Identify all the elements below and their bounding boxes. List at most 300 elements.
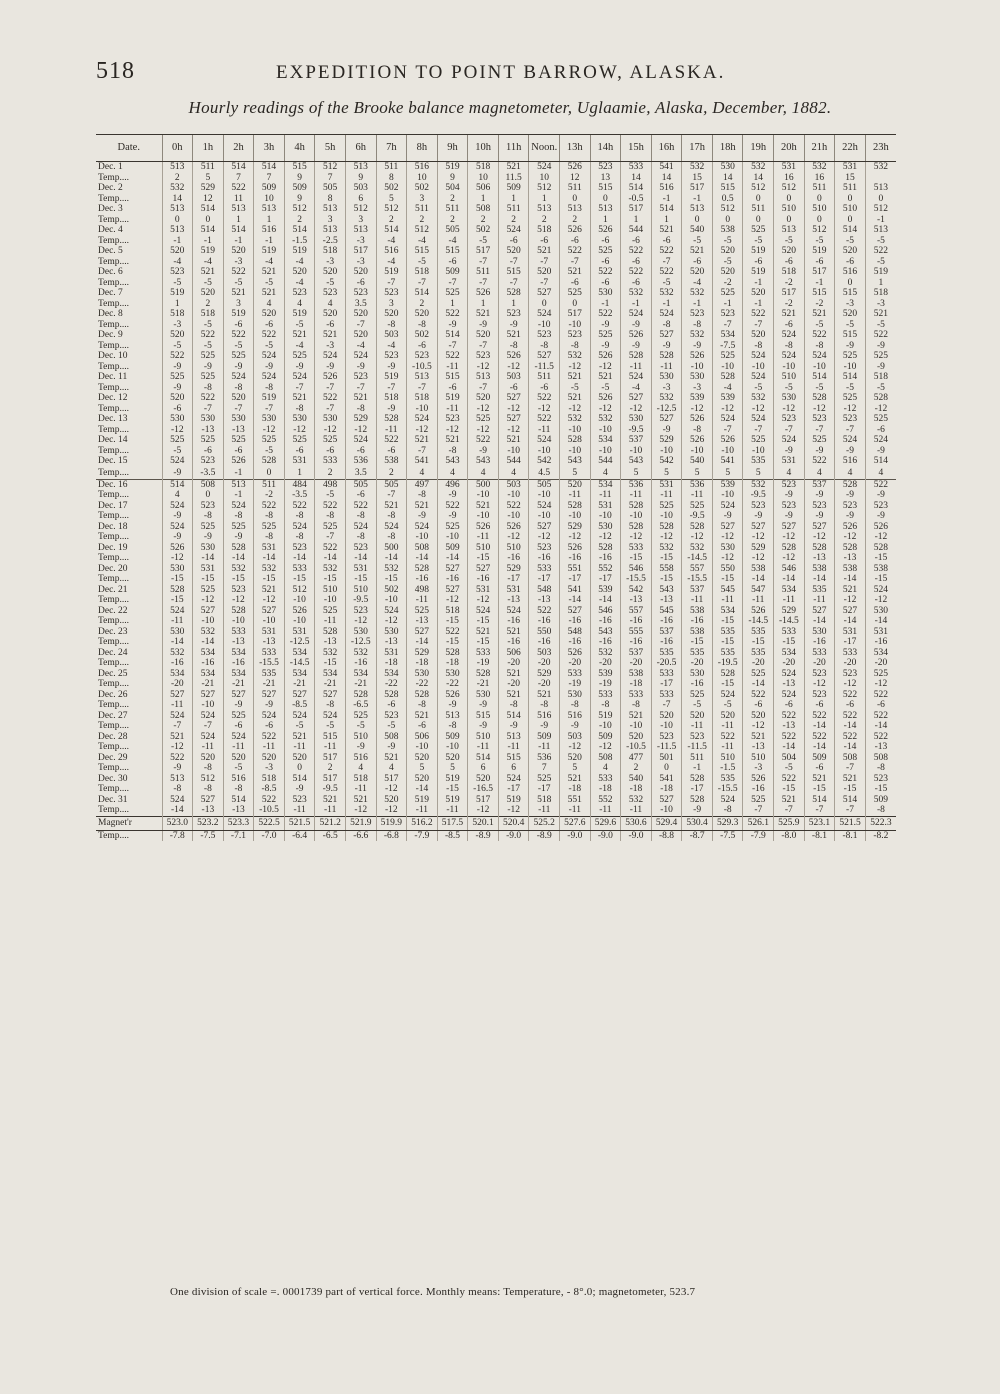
table-cell: 517 <box>774 288 805 299</box>
table-cell: -9 <box>468 721 499 732</box>
table-cell: 523 <box>590 162 621 173</box>
table-cell: 12 <box>560 173 591 184</box>
table-cell: -6 <box>345 490 376 501</box>
table-cell: 525 <box>835 393 866 404</box>
table-cell: 515 <box>437 372 468 383</box>
table-cell: 534 <box>712 606 743 617</box>
table-cell: 532 <box>590 648 621 659</box>
table-cell: 0 <box>651 763 682 774</box>
table-cell: 524 <box>865 585 896 596</box>
table-cell: 527 <box>162 690 193 701</box>
table-cell: -8.0 <box>774 830 805 841</box>
table-cell: -16 <box>621 616 652 627</box>
table-cell: 519 <box>193 246 224 257</box>
table-cell: 533 <box>651 690 682 701</box>
table-cell: 527.6 <box>560 816 591 830</box>
table-cell: 16 <box>804 173 835 184</box>
table-cell: 2 <box>468 215 499 226</box>
table-cell: 515 <box>835 330 866 341</box>
table-cell: -9 <box>865 362 896 373</box>
table-cell: -7 <box>498 278 529 289</box>
table-cell: -15 <box>315 574 346 585</box>
table-cell: 523 <box>193 456 224 467</box>
table-cell: -14 <box>804 616 835 627</box>
table-cell: 4 <box>254 299 285 310</box>
table-cell: 6 <box>498 763 529 774</box>
table-cell: 527 <box>407 627 438 638</box>
table-cell: -11 <box>437 404 468 415</box>
table-cell: 525 <box>865 669 896 680</box>
table-cell: -4 <box>162 257 193 268</box>
table-cell: 503 <box>529 648 560 659</box>
table-cell: -4 <box>712 383 743 394</box>
table-cell: -15 <box>835 784 866 795</box>
table-cell: 5 <box>712 467 743 480</box>
table-cell: -8.7 <box>682 830 713 841</box>
table-cell: 534 <box>376 669 407 680</box>
table-cell: 529 <box>651 435 682 446</box>
table-cell: 508 <box>407 543 438 554</box>
table-cell: -15 <box>712 574 743 585</box>
table-cell: 524 <box>162 456 193 467</box>
row-label: Temp.... <box>98 679 129 690</box>
table-cell: -16 <box>345 658 376 669</box>
table-cell: 520 <box>407 774 438 785</box>
table-cell: 555 <box>621 627 652 638</box>
table-cell: -9 <box>284 784 315 795</box>
table-cell: -6 <box>315 446 346 457</box>
table-cell: 543 <box>437 456 468 467</box>
table-cell: 538 <box>712 225 743 236</box>
table-cell: 0 <box>835 215 866 226</box>
table-cell: -9 <box>498 320 529 331</box>
table-cell: -16 <box>560 553 591 564</box>
temperature-row <box>96 616 896 627</box>
table-cell: 520 <box>345 267 376 278</box>
table-cell: 4 <box>162 490 193 501</box>
table-cell: 519 <box>804 246 835 257</box>
table-cell: 520 <box>468 393 499 404</box>
table-cell: -10 <box>560 511 591 522</box>
temperature-row <box>96 763 896 774</box>
table-cell: -9 <box>804 490 835 501</box>
table-cell: -14 <box>254 553 285 564</box>
table-cell: -12 <box>590 404 621 415</box>
column-header-hour: 14h <box>590 135 621 162</box>
row-label: Dec. 11 <box>98 372 128 383</box>
table-cell: 511 <box>804 183 835 194</box>
table-cell: 521 <box>865 309 896 320</box>
table-cell: 518 <box>315 246 346 257</box>
table-cell: -6 <box>254 320 285 331</box>
table-cell: -8 <box>498 341 529 352</box>
table-cell: -5 <box>712 236 743 247</box>
table-cell: -13 <box>193 425 224 436</box>
table-cell: -13 <box>743 742 774 753</box>
table-cell: 523.3 <box>223 816 254 830</box>
table-cell: 510 <box>498 543 529 554</box>
table-cell: -9 <box>865 341 896 352</box>
row-label: Dec. 1 <box>98 162 123 173</box>
table-cell: -8 <box>284 532 315 543</box>
table-cell: -4 <box>621 383 652 394</box>
table-cell: 525 <box>284 351 315 362</box>
table-cell: 519 <box>407 795 438 806</box>
table-cell: 9 <box>345 173 376 184</box>
table-cell: 526 <box>743 774 774 785</box>
table-cell: -5 <box>315 721 346 732</box>
table-cell: -9 <box>865 446 896 457</box>
table-cell: 1 <box>254 215 285 226</box>
table-cell: -14 <box>407 553 438 564</box>
table-cell: 509 <box>590 732 621 743</box>
table-cell: 524 <box>254 372 285 383</box>
table-cell: 2 <box>621 763 652 774</box>
table-cell: 518 <box>162 309 193 320</box>
table-cell: 516 <box>529 711 560 722</box>
table-cell: 512 <box>284 585 315 596</box>
table-cell: 512 <box>712 204 743 215</box>
table-cell: 519.9 <box>376 816 407 830</box>
table-cell: 521.9 <box>345 816 376 830</box>
table-cell: -14 <box>407 784 438 795</box>
table-cell: 1 <box>865 278 896 289</box>
table-cell: -1 <box>223 490 254 501</box>
table-cell: 521 <box>529 246 560 257</box>
table-cell: 520 <box>774 246 805 257</box>
table-cell: 528 <box>223 543 254 554</box>
table-cell: -14.5 <box>682 553 713 564</box>
table-cell: 523 <box>345 288 376 299</box>
table-cell: 10 <box>407 173 438 184</box>
table-cell: 531 <box>835 162 866 173</box>
table-cell: 4 <box>345 763 376 774</box>
table-cell: 522 <box>437 501 468 512</box>
table-cell: 521 <box>284 393 315 404</box>
table-caption: Hourly readings of the Brooke balance magnetometer, Uglaamie, Alaska, December, 1882. <box>188 98 832 117</box>
table-cell: 524 <box>468 606 499 617</box>
table-cell: 2 <box>407 299 438 310</box>
table-cell: -11 <box>774 595 805 606</box>
table-cell: 522 <box>865 479 896 490</box>
table-cell: -6 <box>865 425 896 436</box>
table-cell: 518 <box>529 225 560 236</box>
table-cell: 532 <box>345 648 376 659</box>
table-cell: 2 <box>284 215 315 226</box>
table-cell: -5 <box>254 341 285 352</box>
table-cell: 514 <box>651 204 682 215</box>
table-cell: 4 <box>498 467 529 480</box>
table-cell: 503 <box>376 330 407 341</box>
table-cell: 525.2 <box>529 816 560 830</box>
table-cell: -9 <box>621 320 652 331</box>
table-cell: 5 <box>621 467 652 480</box>
table-cell: -14 <box>804 721 835 732</box>
table-cell: -8 <box>682 320 713 331</box>
row-label: Temp.... <box>98 340 129 351</box>
table-cell: 521 <box>560 267 591 278</box>
table-cell: -7 <box>743 320 774 331</box>
table-cell: -10 <box>407 742 438 753</box>
table-cell: 527 <box>529 288 560 299</box>
table-cell: -15 <box>774 637 805 648</box>
table-cell: 532 <box>682 162 713 173</box>
table-cell: 528 <box>682 795 713 806</box>
table-cell: 13 <box>590 173 621 184</box>
table-cell: -5 <box>804 236 835 247</box>
table-cell: 496 <box>437 479 468 490</box>
table-cell: 523 <box>193 501 224 512</box>
table-cell: -10 <box>529 446 560 457</box>
table-cell: 538 <box>743 564 774 575</box>
table-cell: -8 <box>193 511 224 522</box>
table-cell: 522 <box>804 711 835 722</box>
table-cell: 520 <box>284 753 315 764</box>
table-cell: 3 <box>223 299 254 310</box>
table-cell: -12 <box>437 425 468 436</box>
table-cell: -12 <box>835 679 866 690</box>
table-cell: -20 <box>804 658 835 669</box>
table-cell: 2 <box>437 215 468 226</box>
table-cell: 524 <box>223 501 254 512</box>
table-cell: 525 <box>223 711 254 722</box>
table-cell: 526 <box>162 543 193 554</box>
table-cell: -9 <box>345 742 376 753</box>
table-cell: 528 <box>835 479 866 490</box>
table-cell: 521 <box>376 501 407 512</box>
table-cell: 530 <box>193 543 224 554</box>
table-cell: -9 <box>284 362 315 373</box>
table-cell: -9 <box>590 320 621 331</box>
table-cell: 528 <box>407 564 438 575</box>
table-cell: 515 <box>804 288 835 299</box>
row-label: Temp.... <box>98 532 129 543</box>
table-cell: -15 <box>468 616 499 627</box>
table-cell: 527 <box>743 522 774 533</box>
table-cell: 513 <box>498 732 529 743</box>
table-cell: -2 <box>712 278 743 289</box>
table-cell: -15 <box>682 637 713 648</box>
table-cell: 514 <box>254 162 285 173</box>
table-cell: -8 <box>193 784 224 795</box>
table-cell: 536 <box>682 479 713 490</box>
table-cell: 515 <box>498 267 529 278</box>
table-cell: -10 <box>682 362 713 373</box>
table-cell: -14 <box>284 553 315 564</box>
table-cell: 513 <box>682 204 713 215</box>
table-cell: 532 <box>651 288 682 299</box>
table-cell: -15 <box>712 679 743 690</box>
table-cell: 520 <box>437 753 468 764</box>
table-cell: 16 <box>774 173 805 184</box>
table-cell: 535 <box>682 648 713 659</box>
table-cell: -14 <box>437 553 468 564</box>
table-cell: 520 <box>254 309 285 320</box>
table-cell: -6 <box>437 257 468 268</box>
magnetometer-row <box>96 522 896 533</box>
table-cell: 2 <box>315 763 346 774</box>
table-cell: 524 <box>835 435 866 446</box>
table-cell: -12 <box>162 553 193 564</box>
row-label: Temp.... <box>98 511 129 522</box>
table-cell: 4.5 <box>529 467 560 480</box>
table-cell: -4 <box>376 341 407 352</box>
table-cell: -10 <box>621 721 652 732</box>
table-cell: 4 <box>590 763 621 774</box>
table-cell: 519 <box>162 288 193 299</box>
table-cell: 538 <box>682 627 713 638</box>
table-cell: -18 <box>590 784 621 795</box>
table-cell: -20 <box>162 679 193 690</box>
table-cell: 545 <box>651 606 682 617</box>
row-label: Temp.... <box>98 721 129 732</box>
table-cell: -12 <box>590 532 621 543</box>
row-label: Dec. 21 <box>98 584 128 595</box>
table-cell: 525 <box>712 351 743 362</box>
table-cell: -10 <box>407 404 438 415</box>
table-cell: -1 <box>651 299 682 310</box>
table-cell: -1.5 <box>284 236 315 247</box>
table-cell: 518 <box>407 393 438 404</box>
column-header-hour: 22h <box>835 135 866 162</box>
row-label: Temp.... <box>98 553 129 564</box>
table-cell: -15 <box>162 595 193 606</box>
table-cell: 523 <box>407 351 438 362</box>
table-cell: -4 <box>254 257 285 268</box>
table-cell: 0 <box>835 278 866 289</box>
table-cell: -2 <box>774 299 805 310</box>
table-cell: -7 <box>468 257 499 268</box>
table-cell: 524 <box>193 711 224 722</box>
table-cell: 525 <box>743 435 774 446</box>
table-cell: 526 <box>743 606 774 617</box>
table-cell: 521 <box>774 795 805 806</box>
table-cell: 10 <box>468 173 499 184</box>
table-cell: 514 <box>223 162 254 173</box>
table-cell: -11 <box>621 362 652 373</box>
table-cell: 498 <box>315 479 346 490</box>
table-cell: -14 <box>223 553 254 564</box>
table-cell <box>865 173 896 184</box>
table-cell: 514 <box>835 225 866 236</box>
table-cell: 0 <box>254 467 285 480</box>
table-cell: -7.9 <box>407 830 438 841</box>
table-cell: 0 <box>712 215 743 226</box>
row-label: Temp.... <box>98 235 129 246</box>
table-cell: 505 <box>315 183 346 194</box>
table-cell: 558 <box>651 564 682 575</box>
table-cell: -7 <box>376 278 407 289</box>
table-cell: 534 <box>865 648 896 659</box>
table-cell: 520 <box>712 246 743 257</box>
table-cell: 523 <box>651 732 682 743</box>
table-cell: -16 <box>560 616 591 627</box>
table-cell: 523 <box>162 267 193 278</box>
table-cell: -16 <box>162 658 193 669</box>
table-cell: -16 <box>437 574 468 585</box>
table-cell: 524 <box>865 435 896 446</box>
table-cell: -5 <box>590 383 621 394</box>
magnetometer-row <box>96 564 896 575</box>
table-cell: 515 <box>498 753 529 764</box>
table-cell: -12 <box>193 595 224 606</box>
table-cell: 516 <box>376 246 407 257</box>
table-cell: 532 <box>865 162 896 173</box>
table-cell: 528 <box>560 435 591 446</box>
table-cell: 6 <box>468 763 499 774</box>
table-cell: -12 <box>743 553 774 564</box>
table-cell: -12 <box>376 616 407 627</box>
table-cell: 512 <box>774 183 805 194</box>
row-label: Temp.... <box>98 361 129 372</box>
table-cell: -10 <box>712 446 743 457</box>
table-cell: 517 <box>468 246 499 257</box>
table-cell: -13 <box>407 616 438 627</box>
table-cell: -9 <box>529 721 560 732</box>
table-cell: 522 <box>651 267 682 278</box>
table-cell: 531 <box>774 162 805 173</box>
table-cell: 510 <box>804 204 835 215</box>
table-cell: 508 <box>193 479 224 490</box>
table-cell: -9 <box>376 362 407 373</box>
table-cell: 535 <box>712 627 743 638</box>
table-cell: 534 <box>284 669 315 680</box>
table-cell: 521 <box>407 501 438 512</box>
temperature-row <box>96 320 896 331</box>
table-cell: -21 <box>315 679 346 690</box>
table-cell: 533 <box>284 564 315 575</box>
table-cell: 513 <box>315 225 346 236</box>
table-cell: -7 <box>774 805 805 816</box>
table-cell: -15 <box>223 574 254 585</box>
table-cell: 4 <box>376 763 407 774</box>
table-cell: 527 <box>651 414 682 425</box>
table-cell: 521 <box>560 774 591 785</box>
table-cell: -14 <box>743 574 774 585</box>
table-cell: -14 <box>162 637 193 648</box>
table-cell: 0 <box>774 215 805 226</box>
table-cell: -10 <box>743 362 774 373</box>
table-cell: -5 <box>743 383 774 394</box>
table-cell: -14 <box>407 637 438 648</box>
table-cell: -5 <box>223 278 254 289</box>
table-cell: 1 <box>468 194 499 205</box>
table-cell: 515 <box>437 246 468 257</box>
table-cell: 505 <box>345 479 376 490</box>
table-cell: 514 <box>835 795 866 806</box>
magnetometer-row <box>96 183 896 194</box>
table-cell: 520 <box>560 479 591 490</box>
table-cell: -8 <box>407 490 438 501</box>
table-cell: -7 <box>804 805 835 816</box>
row-label: Dec. 19 <box>98 542 128 553</box>
table-cell: 524 <box>774 669 805 680</box>
table-cell: -12 <box>743 721 774 732</box>
table-cell: 528 <box>315 627 346 638</box>
table-cell: -11 <box>651 362 682 373</box>
table-cell: 521 <box>529 690 560 701</box>
table-cell: -9 <box>835 511 866 522</box>
table-cell: -10 <box>651 721 682 732</box>
column-header-hour: 16h <box>651 135 682 162</box>
column-header-hour: 17h <box>682 135 713 162</box>
table-cell: -9.5 <box>315 784 346 795</box>
table-cell: 521 <box>468 627 499 638</box>
table-cell: -9 <box>835 341 866 352</box>
table-cell: -8 <box>774 341 805 352</box>
table-cell: -7 <box>712 425 743 436</box>
table-cell: -6 <box>590 278 621 289</box>
